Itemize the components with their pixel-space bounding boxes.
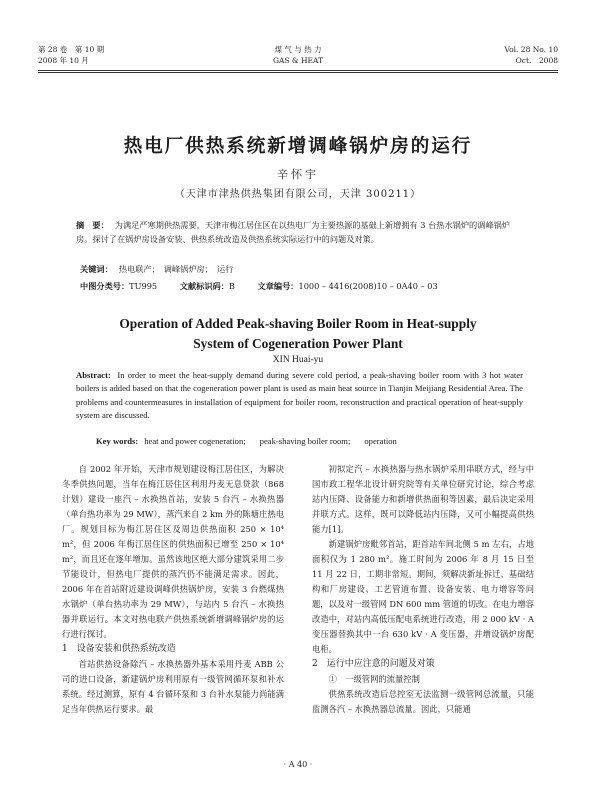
author-en: XIN Huai-yu xyxy=(272,355,324,365)
body-column-right xyxy=(312,462,534,717)
doc-value: B xyxy=(228,281,235,291)
keyword-en-1: heat and power cogeneration; xyxy=(144,436,246,446)
journal-name-en: GAS & HEAT xyxy=(272,56,323,65)
keyword-en-2: peak-shaving boiler room; xyxy=(259,436,351,446)
volume-issue-en: Vol. 28 No. 10 xyxy=(504,45,558,54)
abstract-cn-label: 摘 要： xyxy=(76,220,109,230)
title-en-line1: Operation of Added Peak-shaving Boiler Room in Heat-supply xyxy=(119,316,477,331)
body-paragraph: 供热系统改造后总控室无法监测一级管网总流量，只能监测各汽 – 水换热器总流量。因此，只能通 xyxy=(312,689,534,714)
section-heading: 1 设备安装和供热系统改造 xyxy=(62,644,176,654)
keywords-cn xyxy=(80,262,530,276)
volume-issue: 第 28 卷 第 10 期 xyxy=(38,45,105,54)
journal-name-cn: 煤 气 与 热 力 xyxy=(274,45,322,54)
title-en-line2: System of Cogeneration Power Plant xyxy=(193,336,403,351)
journal-volume-en xyxy=(504,44,558,66)
article-value: 1000 – 4416(2008)10 – 0A40 – 03 xyxy=(298,281,438,291)
abstract-cn-text: 为满足严寒期供热需要，天津市梅江居住区在以热电厂为主要热源的基础上新增拥有 3 台热水锅炉的调峰锅炉房。探讨了在锅炉房设备安装、供热系统改造及供热系统实际运行中的问题及对策。 xyxy=(76,220,510,244)
article-number xyxy=(258,281,438,291)
keywords-cn-text: 热电联产； 调峰锅炉房； 运行 xyxy=(118,264,234,274)
body-paragraph: 新建锅炉房毗邻首站，距首站车间北侧 5 m 左右，占地面积仅为 1 280 m²。施工时间为 2006 年 8 月 15 日至 11 月 22 日，工期非常短。期间，须解决新址拆迁、基础结构和厂房建设、工艺管道布置、设备安装、电力增容等问题，以及对一级管网 DN 600 mm 管道的切改。在电力增容改造中，对站内高低压配电系统进行改造，用 2 000 kV · A 变压器替换其中一台 630 kV · A 变压器，并增设锅炉房配电柜。 xyxy=(312,539,534,654)
author-cn: 辛怀宇 xyxy=(277,168,319,181)
affiliation-cn: （天津市津热供热集团有限公司，天津 300211） xyxy=(174,189,422,200)
abstract-en-text: In order to meet the heat-supply demand during severe cold period, a peak-shaving boiler room with 3 hot water boilers is added based on that the cogeneration power plant is used as main heat source in Tianjin Meijiang Residential Area. The problems and countermeasures in installation of equipment for boiler room, reconstruction and practical operation of heat-supply system are discussed. xyxy=(76,370,523,421)
article-title-cn: 热电厂供热系统新增调峰锅炉房的运行 xyxy=(123,136,473,157)
keywords-en-label: Key words: xyxy=(96,436,139,446)
header-rule-thin xyxy=(38,72,558,73)
body-paragraph: 初拟定汽 – 水换热器与热水锅炉采用串联方式，经与中国市政工程华北设计研究院等有关单位研究讨论，综合考虑站内压降、设备能力和新增供热面积等因素，最后决定采用并联方式。这样，既可以降低站内压降，又可小幅提高供热能力[1]。 xyxy=(312,464,534,534)
abstract-cn xyxy=(76,218,526,246)
keywords-en xyxy=(96,436,536,446)
body-paragraph: 首站供热设备除汽 – 水换热器外基本采用丹麦 ABB 公司的进口设备，新建锅炉房利用原有一级管网循环泵和补水系统。经过测算，原有 4 台循环泵和 3 台补水泵能力尚能满足当年供热运行要求。最 xyxy=(62,659,284,714)
classification-line xyxy=(80,279,540,293)
clc-value: TU995 xyxy=(129,281,158,291)
body-paragraph: 自 2002 年开始，天津市规划建设梅江居住区，为解决冬季供热问题，当年在梅江居住区利用丹麦无息贷款（868 计划）建设一座汽 – 水换热首站，安装 5 台汽 – 水换热器（单台热功率为 29 MW），蒸汽来自 2 km 外的陈塘庄热电厂。规划目标为梅江居住区及周边供热面积 250 × 10⁴ m²，但 2006 年梅江居住区的供热面积已增至 250 × 10⁴ m²，而且还在逐年增加。虽然该地区绝大部分建筑采用二步节能设计，但热电厂提供的蒸汽仍不能满足需求。因此，2006 年在首站附近建设调峰供热锅炉房，安装 3 台燃煤热水锅炉（单台热功率为 29 MW），与站内 5 台汽 – 水换热器并联运行。本文对热电联产供热系统新增调峰锅炉房的运行进行探讨。 xyxy=(62,464,284,639)
body-column-left xyxy=(62,462,284,717)
article-title-en xyxy=(0,314,596,354)
page-number: · A 40 · xyxy=(283,760,313,769)
issue-date-en: Oct. 2008 xyxy=(515,56,558,65)
doc-label: 文献标识码： xyxy=(179,281,229,291)
keywords-cn-label: 关键词： xyxy=(80,264,113,274)
abstract-en xyxy=(76,369,523,423)
doc-code xyxy=(180,281,235,291)
issue-date: 2008 年 10 月 xyxy=(38,56,89,65)
subsection-heading: ① 一级管网的流量控制 xyxy=(328,674,420,684)
keyword-en-3: operation xyxy=(364,436,397,446)
section-heading: 2 运行中应注意的问题及对策 xyxy=(312,659,435,669)
header-rule xyxy=(38,70,558,71)
clc-number xyxy=(80,281,157,291)
article-label: 文章编号： xyxy=(257,281,299,291)
clc-label: 中图分类号： xyxy=(80,281,130,291)
abstract-en-label: Abstract: xyxy=(76,370,111,380)
